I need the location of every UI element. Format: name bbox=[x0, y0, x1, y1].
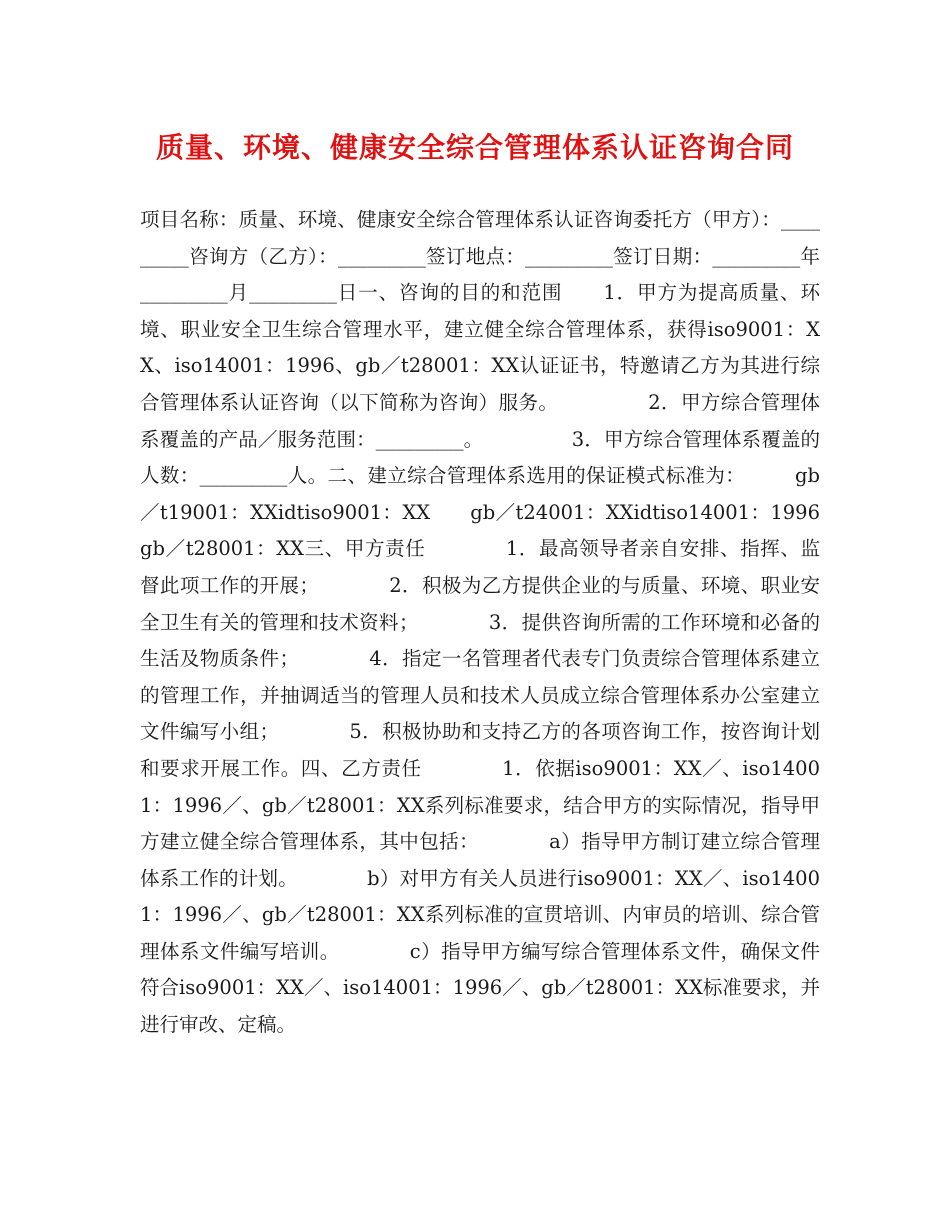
document-title: 质量、环境、健康安全综合管理体系认证咨询合同 bbox=[155, 131, 794, 164]
contract-body-text: 项目名称：质量、环境、健康安全综合管理体系认证咨询委托方（甲方）：_________咨询方（乙方）：_________签订地点：_________签订日期：_________年_________月_________日一、咨询的目的和范围 1．甲方为提高质量、环境、职业安全卫生综合管理水平，建立健全综合管理体系，获得iso9001：XX、iso14001：1996、gb／t28001：XX认证证书，特邀请乙方为其进行综合管理体系认证咨询（以下简称为咨询）服务。 2．甲方综合管理体系覆盖的产品／服务范围：_________。 3．甲方综合管理体系覆盖的人数：_________人。二、建立综合管理体系选用的保证模式标准为： gb／t19001：XXidtiso9001：XX gb／t24001：XXidtiso14001：1996 gb／t28001：XX三、甲方责任 1．最高领导者亲自安排、指挥、监督此项工作的开展； 2．积极为乙方提供企业的与质量、环境、职业安全卫生有关的管理和技术资料； 3．提供咨询所需的工作环境和必备的生活及物质条件； 4．指定一名管理者代表专门负责综合管理体系建立的管理工作，并抽调适当的管理人员和技术人员成立综合管理体系办公室建立文件编写小组； 5．积极协助和支持乙方的各项咨询工作，按咨询计划和要求开展工作。四、乙方责任 1．依据iso9001：XX／、iso14001：1996／、gb／t28001：XX系列标准要求，结合甲方的实际情况，指导甲方建立健全综合管理体系，其中包括： a）指导甲方制订建立综合管理体系工作的计划。 b）对甲方有关人员进行iso9001：XX／、iso14001：1996／、gb／t28001：XX系列标准的宣贯培训、内审员的培训、综合管理体系文件编写培训。 c）指导甲方编写综合管理体系文件，确保文件符合iso9001：XX／、iso14001：1996／、gb／t28001：XX标准要求，并进行审改、定稿。 bbox=[140, 208, 860, 1037]
